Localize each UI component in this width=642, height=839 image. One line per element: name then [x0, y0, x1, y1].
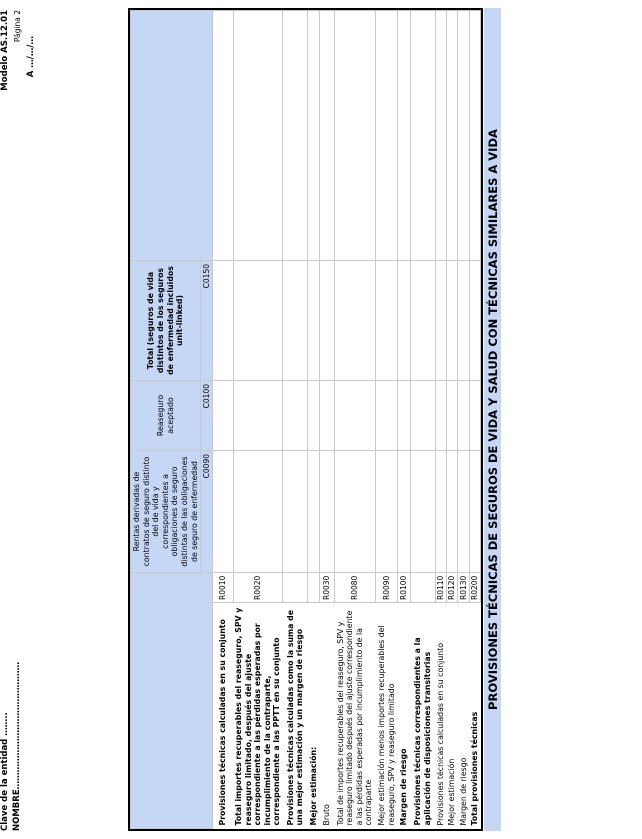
row-code	[410, 573, 435, 603]
input-cell[interactable]	[469, 451, 480, 573]
entity-code-label: Clave de la entidad ……..	[0, 712, 10, 831]
input-cell[interactable]	[334, 381, 375, 451]
table-row	[435, 11, 446, 829]
table-row	[334, 11, 375, 829]
input-cell[interactable]	[458, 381, 469, 451]
input-cell	[410, 451, 435, 573]
input-cell[interactable]	[398, 381, 410, 451]
empty-cell	[233, 11, 282, 261]
empty-cell	[320, 11, 334, 261]
input-cell[interactable]	[320, 381, 334, 451]
row-code: R0200	[469, 573, 480, 603]
table-row	[398, 11, 410, 829]
column-header: Rentas derivadas de contratos de seguro distinto del de vida y correspondientes a obligaciones de seguro distintas de las obligaciones de seguro de enfermedad	[131, 451, 201, 573]
empty-cell	[375, 11, 398, 261]
input-cell	[410, 261, 435, 381]
input-cell[interactable]	[375, 381, 398, 451]
input-cell	[283, 381, 308, 451]
input-cell	[410, 381, 435, 451]
input-cell	[283, 451, 308, 573]
row-label: Total de importes recuperables del reaseguro, SPV y reaseguro limitado después del ajuste correspondiente a las pérdidas esperadas por incumplimiento de la contraparte	[334, 603, 375, 829]
empty-cell	[213, 11, 234, 261]
table-row	[469, 11, 480, 829]
table-row	[307, 11, 319, 829]
row-label: Margen de riesgo	[398, 603, 410, 829]
input-cell[interactable]	[233, 381, 282, 451]
input-cell[interactable]	[233, 451, 282, 573]
table-row	[233, 11, 282, 829]
empty-cell	[398, 11, 410, 261]
row-label: Total provisiones técnicas	[469, 603, 480, 829]
date-label: A …/…/…	[26, 36, 36, 78]
table-row	[446, 11, 457, 829]
row-label: Provisiones técnicas calculadas como la suma de una mejor estimación y un margen de riesgo	[283, 603, 308, 829]
input-cell[interactable]	[233, 261, 282, 381]
input-cell	[307, 261, 319, 381]
input-cell	[283, 261, 308, 381]
row-code: R0020	[233, 573, 282, 603]
modelo-label: Modelo AS.12.01	[0, 10, 10, 91]
row-code: R0120	[446, 573, 457, 603]
row-label: Provisiones técnicas calculadas en su conjunto	[435, 603, 446, 829]
row-label: Margen de riesgo	[458, 603, 469, 829]
input-cell[interactable]	[213, 381, 234, 451]
empty-cell	[410, 11, 435, 261]
row-code: R0110	[435, 573, 446, 603]
input-cell[interactable]	[398, 451, 410, 573]
table-row	[320, 11, 334, 829]
row-label: Provisiones técnicas calculadas en su conjunto	[213, 603, 234, 829]
row-label: Total importes recuperables del reaseguro, SPV y reaseguro limitado, después del ajuste correspondiente a las pérdidas esperadas por incumplimiento de la contraparte, correspondiente a las PPTT en su conjunto	[233, 603, 282, 829]
table-row	[458, 11, 469, 829]
input-cell[interactable]	[320, 261, 334, 381]
row-code: R0010	[213, 573, 234, 603]
empty-cell	[334, 11, 375, 261]
column-header: Reaseguro aceptado	[131, 381, 201, 451]
row-label: Provisiones técnicas correspondientes a la aplicación de disposiciones transitorias	[410, 603, 435, 829]
input-cell[interactable]	[469, 381, 480, 451]
row-code: R0130	[458, 573, 469, 603]
column-code: C0150	[201, 261, 213, 381]
empty-cell	[435, 11, 446, 261]
page-number: Página 2	[13, 10, 22, 43]
input-cell[interactable]	[469, 261, 480, 381]
row-code	[307, 573, 319, 603]
input-cell[interactable]	[435, 381, 446, 451]
table-row	[410, 11, 435, 829]
row-code: R0030	[320, 573, 334, 603]
input-cell[interactable]	[334, 261, 375, 381]
input-cell[interactable]	[446, 261, 457, 381]
column-header: Total (seguros de vida distintos de los seguros de enfermedad incluidos unit-linked)	[131, 261, 201, 381]
empty-cell	[469, 11, 480, 261]
row-code	[283, 573, 308, 603]
column-code: C0100	[201, 381, 213, 451]
row-label: Mejor estimación	[446, 603, 457, 829]
provisions-form	[128, 8, 483, 831]
input-cell[interactable]	[435, 261, 446, 381]
input-cell[interactable]	[446, 381, 457, 451]
input-cell[interactable]	[334, 451, 375, 573]
input-cell[interactable]	[458, 261, 469, 381]
row-code: R0100	[398, 573, 410, 603]
input-cell[interactable]	[320, 451, 334, 573]
input-cell[interactable]	[375, 451, 398, 573]
input-cell	[307, 451, 319, 573]
row-label: Bruto	[320, 603, 334, 829]
corner-header	[131, 573, 213, 829]
input-cell	[307, 381, 319, 451]
table-row	[213, 11, 234, 829]
input-cell[interactable]	[435, 451, 446, 573]
table-row	[283, 11, 308, 829]
empty-cell	[446, 11, 457, 261]
input-cell[interactable]	[213, 261, 234, 381]
input-cell[interactable]	[458, 451, 469, 573]
page-title: PROVISIONES TÉCNICAS DE SEGUROS DE VIDA Y SALUD CON TÉCNICAS SIMILARES A VIDA	[486, 129, 500, 710]
empty-cell	[458, 11, 469, 261]
row-code: R0080	[334, 573, 375, 603]
provisions-table	[130, 10, 481, 829]
input-cell[interactable]	[446, 451, 457, 573]
input-cell[interactable]	[375, 261, 398, 381]
empty-cell	[307, 11, 319, 261]
row-label: Mejor estimación:	[307, 603, 319, 829]
row-code: R0090	[375, 573, 398, 603]
table-row	[375, 11, 398, 829]
empty-cell	[283, 11, 308, 261]
header-filler	[131, 11, 213, 261]
row-label: Mejor estimación menos importes recuperables del reaseguro, SPV y reaseguro limitado	[375, 603, 398, 829]
input-cell[interactable]	[213, 451, 234, 573]
input-cell[interactable]	[398, 261, 410, 381]
entity-name-label: NOMBRE………………………………………	[12, 661, 22, 831]
column-code: C0090	[201, 451, 213, 573]
